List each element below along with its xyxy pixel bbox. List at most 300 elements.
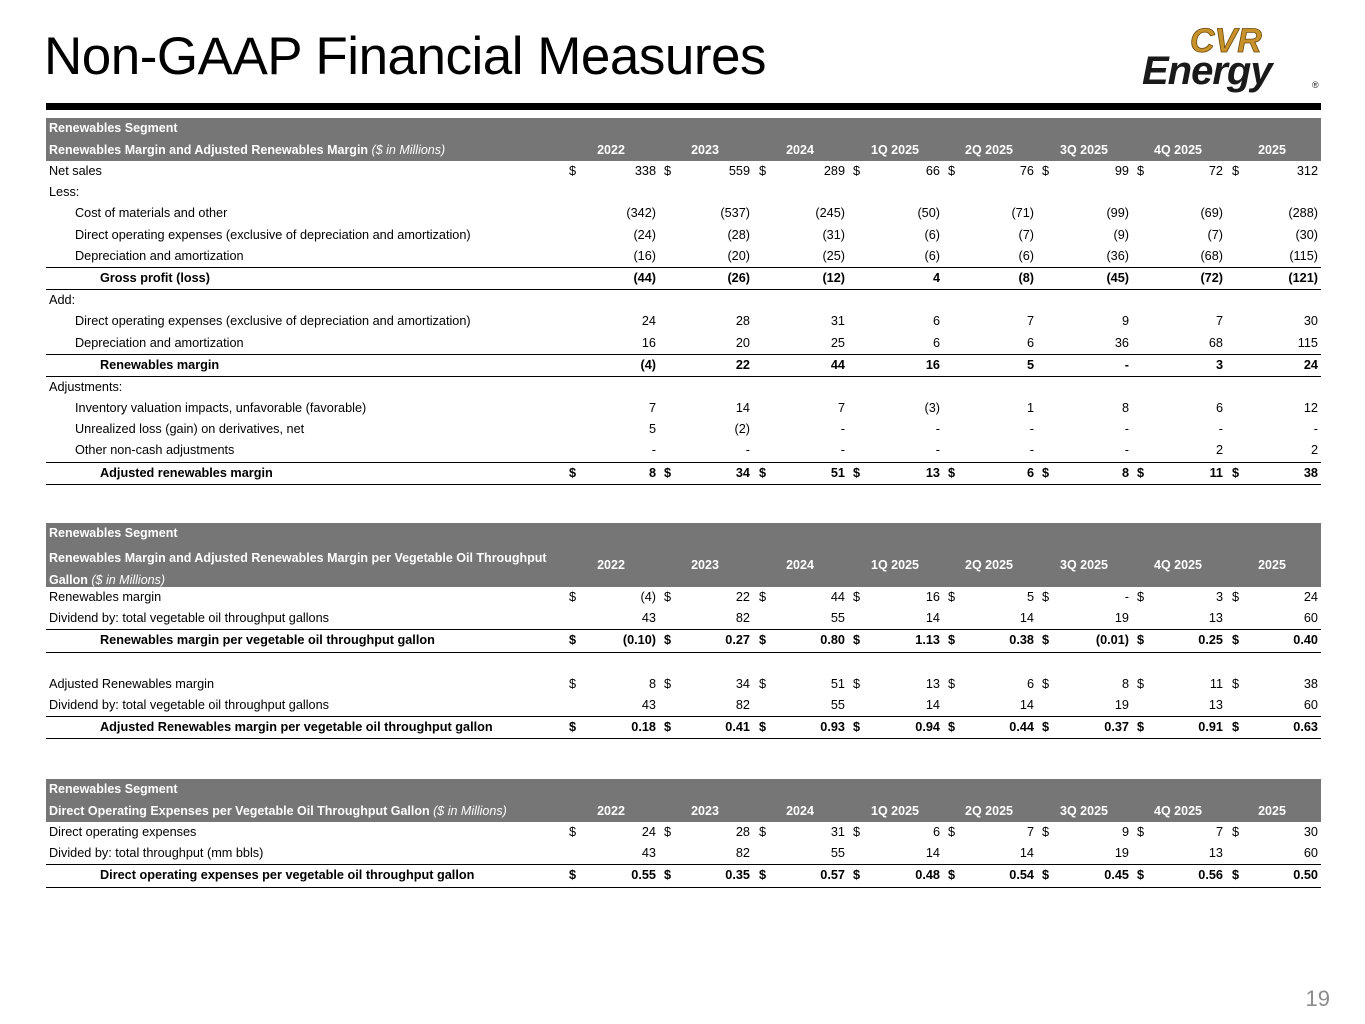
row-value: - [935,422,940,437]
row-value: 115 [1297,335,1318,350]
dollar-sign: $ [759,825,767,839]
dollar-sign: $ [569,868,577,883]
column-header-3q-2025: 3Q 2025 [1060,558,1108,572]
row-value: 8 [648,465,656,480]
row-value: 5 [648,422,656,437]
row-value: (9) [1113,227,1129,242]
row-value: 99 [1114,164,1129,178]
row-value: (12) [822,270,845,285]
column-header-2q-2025: 2Q 2025 [965,558,1013,572]
renewables-margin-table [46,118,1321,485]
row-value: - [840,422,845,437]
column-header-2023: 2023 [691,558,719,572]
renewables-margin-per-gallon-table [46,523,1321,739]
row-value: (6) [924,227,940,242]
dollar-sign: $ [853,590,861,604]
row-value: 0.48 [915,868,940,883]
row-value: (537) [720,206,750,221]
row-value: 3 [1215,357,1223,372]
row-value: 28 [735,314,750,329]
row-value: - [1124,357,1129,372]
row-value: 16 [641,335,656,350]
column-header-2022: 2022 [597,804,625,818]
dollar-sign: $ [1232,720,1240,735]
dollar-sign: $ [1042,676,1050,691]
row-value: (8) [1018,270,1034,285]
row-value: (0.01) [1095,633,1129,648]
column-header-4q-2025: 4Q 2025 [1154,558,1202,572]
column-header-row [46,800,1321,822]
row-value: 0.50 [1293,868,1318,883]
table-row [46,716,1321,739]
dollar-sign: $ [1137,633,1145,648]
row-value: 3 [1215,590,1223,604]
row-value: 0.54 [1009,868,1034,883]
dollar-sign: $ [1137,164,1145,178]
row-value: 1.13 [915,633,940,648]
segment-title: Renewables Segment [49,121,178,135]
row-value: 13 [1208,697,1223,712]
row-value: 72 [1208,164,1223,178]
row-value: 0.45 [1104,868,1129,883]
row-value: 14 [1019,697,1034,712]
dollar-sign: $ [759,868,767,883]
dollar-sign: $ [1137,590,1145,604]
dollar-sign: $ [1042,465,1050,480]
row-label: Divided by: total throughput (mm bbls) [49,846,264,861]
row-value: 0.93 [820,720,845,735]
row-value: 60 [1303,846,1318,861]
row-value: 13 [925,676,940,691]
row-value: 0.41 [725,720,750,735]
row-value: 338 [634,164,656,178]
dollar-sign: $ [1232,164,1240,178]
row-value: 13 [925,465,940,480]
row-value: 16 [925,357,940,372]
row-value: 14 [925,846,940,861]
row-value: 0.27 [725,633,750,648]
row-label: Adjusted Renewables margin per vegetable oil throughput gallon [100,720,493,735]
dollar-sign: $ [664,720,672,735]
row-value: - [1313,422,1318,437]
row-value: 14 [925,611,940,626]
dollar-sign: $ [1042,164,1050,178]
row-value: - [1124,422,1129,437]
row-value: 2 [1215,443,1223,458]
dollar-sign: $ [1232,590,1240,604]
row-label: Dividend by: total vegetable oil throughput gallons [49,697,330,712]
row-value: 38 [1303,676,1318,691]
row-value: (7) [1018,227,1034,242]
row-value: 34 [735,465,750,480]
row-value: (31) [822,227,845,242]
table-row [46,608,1321,629]
row-value: 11 [1209,676,1223,691]
row-value: (28) [727,227,750,242]
dollar-sign: $ [1042,720,1050,735]
dollar-sign: $ [664,465,672,480]
row-value: 14 [1019,846,1034,861]
row-value: 31 [830,825,845,839]
row-value: 13 [1208,846,1223,861]
row-label: Net sales [49,164,102,178]
row-value: (68) [1200,248,1223,263]
row-label: Dividend by: total vegetable oil throughput gallons [49,611,330,626]
row-value: 4 [932,270,940,285]
row-label: Direct operating expenses per vegetable oil throughput gallon [100,868,475,883]
dollar-sign: $ [664,164,672,178]
row-value: 55 [830,846,845,861]
row-value: 0.91 [1198,720,1223,735]
table-row [46,161,1321,182]
row-value: 82 [735,846,750,861]
segment-title: Renewables Segment [49,782,178,796]
row-value: (20) [727,248,750,263]
dollar-sign: $ [948,465,956,480]
row-value: 7 [1026,314,1034,329]
column-header-2q-2025: 2Q 2025 [965,143,1013,157]
dollar-sign: $ [1232,825,1240,839]
row-value: 312 [1296,164,1318,178]
row-value: 0.18 [631,720,656,735]
row-label: Adjustments: [49,379,123,394]
column-header-row [46,544,1321,587]
row-label: Renewables margin [49,590,162,604]
row-value: (342) [626,206,656,221]
row-value: - [1218,422,1223,437]
row-value: 22 [735,357,750,372]
row-value: 0.94 [915,720,940,735]
table-row [46,333,1321,354]
row-value: (6) [924,248,940,263]
row-value: 6 [1026,465,1034,480]
column-header-2025: 2025 [1258,558,1286,572]
column-header-2023: 2023 [691,143,719,157]
row-value: 43 [641,697,656,712]
row-value: 2 [1310,443,1318,458]
dollar-sign: $ [569,164,577,178]
row-value: (26) [727,270,750,285]
dollar-sign: $ [569,633,577,648]
dollar-sign: $ [759,676,767,691]
header-unit-text: ($ in Millions) [433,804,507,818]
dollar-sign: $ [664,590,672,604]
row-value: 8 [1121,401,1129,416]
dollar-sign: $ [948,868,956,883]
title-rule [46,103,1321,110]
row-value: (115) [1289,248,1318,263]
row-label: Direct operating expenses [49,825,197,839]
row-value: (24) [633,227,656,242]
column-header-row [46,139,1321,161]
row-spacer [46,653,1321,674]
row-value: 51 [830,676,845,691]
row-value: (71) [1011,206,1034,221]
dollar-sign: $ [1137,465,1145,480]
cvr-energy-logo [1140,24,1322,94]
row-value: 0.80 [820,633,845,648]
dollar-sign: $ [1232,633,1240,648]
column-header-1q-2025: 1Q 2025 [871,143,919,157]
dollar-sign: $ [853,633,861,648]
row-value: (30) [1295,227,1318,242]
row-value: 7 [1215,314,1223,329]
table-row [46,822,1321,843]
table-row [46,246,1321,267]
dollar-sign: $ [759,465,767,480]
row-value: 43 [641,846,656,861]
dollar-sign: $ [1137,676,1145,691]
row-label: Inventory valuation impacts, unfavorable (favorable) [75,401,367,416]
row-value: 51 [830,465,845,480]
row-value: 11 [1209,465,1223,480]
dollar-sign: $ [948,633,956,648]
column-header-2025: 2025 [1258,143,1286,157]
row-value: - [745,443,750,458]
row-value: 82 [735,697,750,712]
row-label: Direct operating expenses (exclusive of depreciation and amortization) [75,314,471,329]
row-value: 68 [1208,335,1223,350]
column-header-3q-2025: 3Q 2025 [1060,804,1108,818]
dollar-sign: $ [569,825,577,839]
row-label: Renewables margin per vegetable oil throughput gallon [100,633,435,648]
row-value: - [935,443,940,458]
row-value: 289 [823,164,845,178]
row-value: 0.55 [631,868,656,883]
segment-header [46,118,1321,139]
row-value: 559 [728,164,750,178]
row-label: Gross profit (loss) [100,270,210,285]
dollar-sign: $ [1137,868,1145,883]
header-label-text: Renewables Margin and Adjusted Renewables Margin [49,143,369,157]
header-label-text: Direct Operating Expenses per Vegetable Oil Throughput Gallon [49,804,430,818]
row-value: 0.38 [1009,633,1034,648]
svg-text:CVR: CVR [1190,24,1262,60]
segment-title: Renewables Segment [49,526,178,540]
row-value: 6 [1026,676,1034,691]
dollar-sign: $ [853,164,861,178]
row-value: 7 [1215,825,1223,839]
row-value: 5 [1026,357,1034,372]
row-value: (45) [1106,270,1129,285]
header-label [49,139,561,161]
table-row [46,843,1321,864]
row-label: Other non-cash adjustments [75,443,235,458]
row-value: 76 [1019,164,1034,178]
dollar-sign: $ [1137,825,1145,839]
row-label: Unrealized loss (gain) on derivatives, net [75,422,305,437]
column-header-2024: 2024 [786,804,814,818]
row-value: 8 [648,676,656,691]
dollar-sign: $ [759,720,767,735]
row-value: 43 [641,611,656,626]
dollar-sign: $ [853,465,861,480]
row-value: 44 [830,590,845,604]
row-label: Less: [49,185,80,200]
row-value: (16) [633,248,656,263]
row-value: - [1029,443,1034,458]
row-value: 8 [1121,465,1129,480]
dollar-sign: $ [569,465,577,480]
row-value: 1 [1026,401,1034,416]
table-row [46,182,1321,203]
table-row [46,695,1321,716]
dollar-sign: $ [1042,633,1050,648]
column-header-2022: 2022 [597,143,625,157]
row-value: 38 [1303,465,1318,480]
table-row [46,674,1321,695]
column-header-2024: 2024 [786,558,814,572]
table-row [46,440,1321,461]
dollar-sign: $ [948,164,956,178]
row-value: 0.37 [1104,720,1129,735]
table-row [46,377,1321,398]
row-value: 8 [1121,676,1129,691]
row-value: 6 [932,825,940,839]
dollar-sign: $ [1232,676,1240,691]
row-value: 19 [1114,697,1129,712]
table-row [46,419,1321,440]
dollar-sign: $ [759,633,767,648]
svg-text:Energy: Energy [1142,49,1272,93]
row-value: 19 [1114,846,1129,861]
row-value: (6) [1018,248,1034,263]
dollar-sign: $ [1232,465,1240,480]
column-header-2024: 2024 [786,143,814,157]
row-value: 24 [1303,590,1318,604]
svg-text:®: ® [1312,80,1319,90]
row-value: - [1124,590,1129,604]
row-value: 60 [1303,611,1318,626]
row-value: 0.25 [1198,633,1223,648]
dollar-sign: $ [853,720,861,735]
column-header-2022: 2022 [597,558,625,572]
row-value: (50) [917,206,940,221]
row-value: 6 [1215,401,1223,416]
row-value: 66 [925,164,940,178]
row-value: (69) [1200,206,1223,221]
dollar-sign: $ [948,590,956,604]
segment-header [46,779,1321,800]
row-value: 24 [641,825,656,839]
row-value: - [651,443,656,458]
row-value: 36 [1114,335,1129,350]
row-value: 19 [1114,611,1129,626]
dollar-sign: $ [759,590,767,604]
dollar-sign: $ [569,676,577,691]
dollar-sign: $ [853,868,861,883]
table-row [46,290,1321,311]
dollar-sign: $ [948,720,956,735]
row-value: 20 [735,335,750,350]
row-value: 30 [1303,825,1318,839]
row-label: Renewables margin [100,357,220,372]
row-value: 9 [1121,825,1129,839]
row-value: 13 [1208,611,1223,626]
row-label: Direct operating expenses (exclusive of depreciation and amortization) [75,227,471,242]
dollar-sign: $ [1137,720,1145,735]
row-value: (121) [1288,270,1318,285]
row-value: 14 [925,697,940,712]
row-value: (25) [822,248,845,263]
row-value: 25 [830,335,845,350]
dollar-sign: $ [948,676,956,691]
header-label-text: Renewables Margin and Adjusted Renewables Margin per Vegetable Oil Throughput Gallon [49,551,547,587]
dollar-sign: $ [853,825,861,839]
row-value: (4) [640,590,656,604]
table-row [46,203,1321,224]
row-value: (288) [1288,206,1318,221]
row-value: 14 [735,401,750,416]
dollar-sign: $ [1042,868,1050,883]
row-value: - [1029,422,1034,437]
row-value: (72) [1200,270,1223,285]
row-value: 55 [830,611,845,626]
row-value: - [840,443,845,458]
column-header-4q-2025: 4Q 2025 [1154,143,1202,157]
table-row [46,354,1321,377]
row-value: 0.56 [1198,868,1223,883]
dollar-sign: $ [853,676,861,691]
column-header-1q-2025: 1Q 2025 [871,558,919,572]
segment-header [46,523,1321,544]
row-value: 55 [830,697,845,712]
row-value: (4) [640,357,656,372]
row-value: 0.35 [725,868,750,883]
row-value: 0.44 [1009,720,1034,735]
row-value: 0.63 [1293,720,1318,735]
row-value: (7) [1207,227,1223,242]
dollar-sign: $ [759,164,767,178]
row-value: 6 [932,314,940,329]
row-label: Depreciation and amortization [75,248,244,263]
table-row [46,462,1321,485]
column-header-2025: 2025 [1258,804,1286,818]
row-value: 6 [1026,335,1034,350]
row-value: 0.40 [1293,633,1318,648]
column-header-3q-2025: 3Q 2025 [1060,143,1108,157]
row-value: 7 [648,401,656,416]
row-value: (44) [633,270,656,285]
row-value: 24 [1303,357,1318,372]
row-label: Cost of materials and other [75,206,228,221]
row-value: 5 [1026,590,1034,604]
column-header-1q-2025: 1Q 2025 [871,804,919,818]
row-label: Add: [49,293,76,308]
row-value: 82 [735,611,750,626]
dollar-sign: $ [664,633,672,648]
page-title: Non-GAAP Financial Measures [44,27,766,86]
table-row [46,587,1321,608]
dollar-sign: $ [1232,868,1240,883]
column-header-4q-2025: 4Q 2025 [1154,804,1202,818]
row-value: (3) [924,401,940,416]
row-value: (2) [734,422,750,437]
table-row [46,267,1321,290]
row-value: 60 [1303,697,1318,712]
dollar-sign: $ [1042,590,1050,604]
row-value: (0.10) [622,633,656,648]
table-row [46,225,1321,246]
dollar-sign: $ [664,868,672,883]
dollar-sign: $ [664,676,672,691]
row-value: 24 [641,314,656,329]
row-value: (99) [1106,206,1129,221]
row-value: 12 [1303,401,1318,416]
dollar-sign: $ [664,825,672,839]
header-label [49,800,561,822]
row-value: 14 [1019,611,1034,626]
